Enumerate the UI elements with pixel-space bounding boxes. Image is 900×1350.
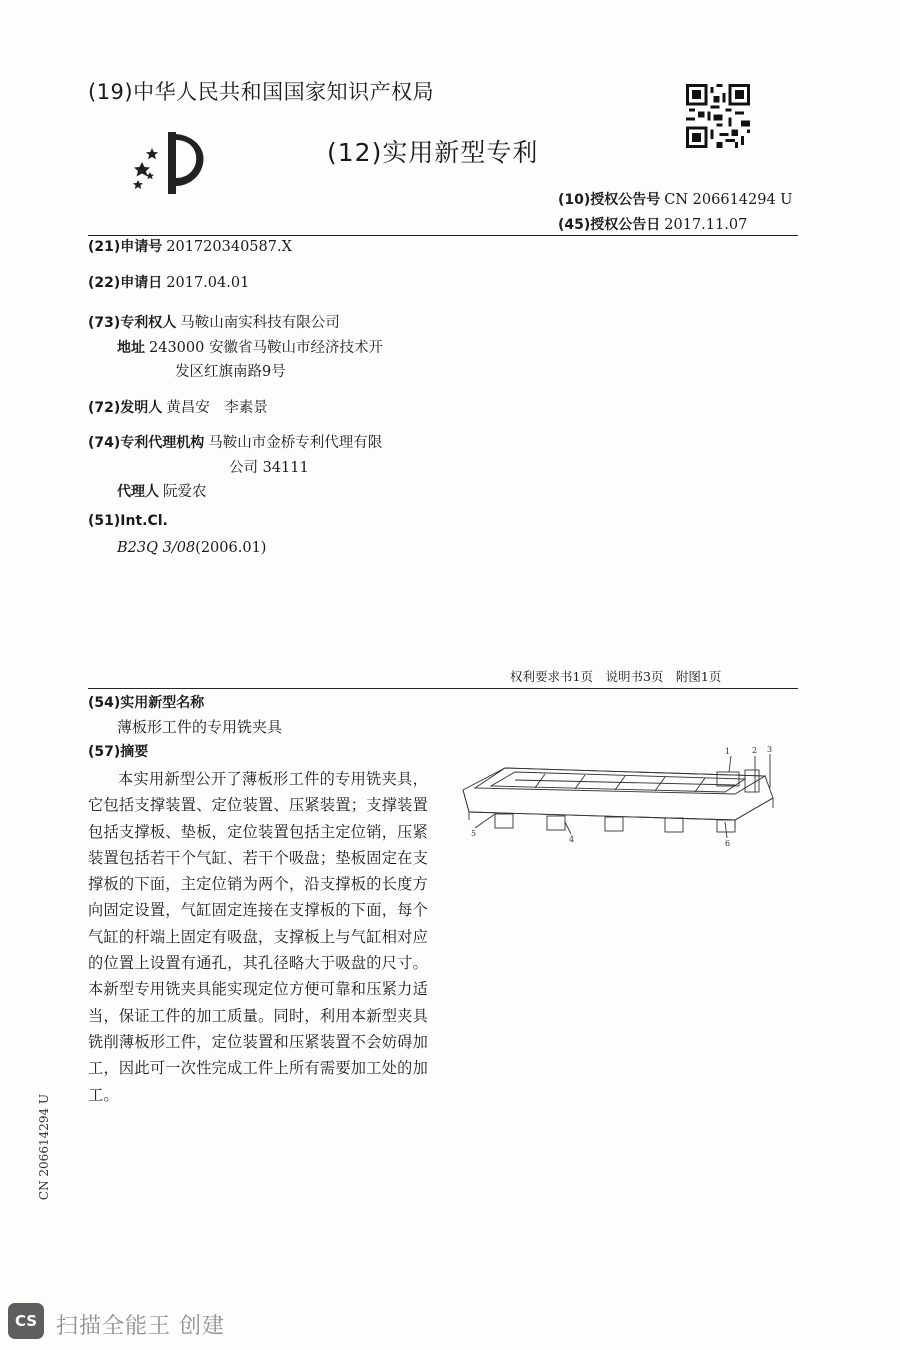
patent-agency-line-1: 马鞍山市金桥专利代理有限 [208, 435, 383, 451]
ipc-classification [117, 540, 266, 556]
application-date-label: (22)申请日 [88, 275, 163, 291]
publication-number-value: CN 206614294 U [664, 192, 793, 208]
page-counts: 权利要求书1页 说明书3页 附图1页 [510, 669, 722, 684]
patent-agency-line-2: 公司 34111 [229, 460, 309, 476]
inventors-value: 黄昌安 李素景 [166, 400, 268, 416]
figure-label-2: 2 [752, 746, 758, 755]
emblem-star [146, 148, 158, 159]
pad-block [547, 816, 565, 830]
qr-code-icon [686, 84, 750, 148]
address [117, 336, 383, 357]
ipc-code: B23Q 3/08 [117, 540, 196, 556]
publication-date-value: 2017.11.07 [664, 217, 748, 233]
address-line-1: 243000 安徽省马鞍山市经济技术开 [149, 340, 383, 356]
ipc [88, 513, 168, 529]
application-date-value: 2017.04.01 [166, 275, 250, 291]
title-section-label: (54)实用新型名称 [88, 695, 205, 711]
cnipa-emblem-icon [128, 128, 218, 198]
abstract-section-label: (57)摘要 [88, 744, 149, 760]
figure-label-1: 1 [725, 747, 731, 756]
pad-block [605, 817, 623, 831]
patent-agency-label: (74)专利代理机构 [88, 435, 205, 451]
scanner-watermark: 扫描全能王 创建 [56, 1314, 225, 1339]
emblem-arch [168, 132, 176, 194]
application-number [88, 236, 292, 256]
pad-block [665, 818, 683, 832]
ipc-version: (2006.01) [195, 540, 267, 556]
publication-number [558, 189, 793, 209]
fixture-drawing [455, 742, 805, 852]
publication-date-label: (45)授权公告日 [558, 217, 661, 233]
publication-number-label: (10)授权公告号 [558, 192, 661, 208]
figure-label-5: 5 [471, 829, 477, 838]
patent-agency [88, 431, 382, 452]
figure-label-3: 3 [767, 745, 773, 754]
publication-date [558, 214, 747, 234]
section-divider [88, 688, 798, 689]
application-number-value: 201720340587.X [166, 239, 292, 255]
agent-value: 阮爱农 [163, 484, 207, 500]
address-label: 地址 [117, 340, 145, 356]
address-line-2: 发区红旗南路9号 [175, 364, 286, 380]
document-type: (12)实用新型专利 [327, 138, 539, 167]
application-date [88, 272, 249, 292]
patentee [88, 311, 340, 332]
inventors-label: (72)发明人 [88, 400, 163, 416]
application-number-label: (21)申请号 [88, 239, 163, 255]
figure-label-6: 6 [725, 839, 731, 848]
office-name: (19)中华人民共和国国家知识产权局 [88, 80, 435, 104]
side-publication-code: CN 206614294 U [37, 1093, 51, 1201]
pad-block [495, 814, 513, 828]
patentee-value: 马鞍山南实科技有限公司 [180, 315, 340, 331]
emblem-star [146, 172, 154, 179]
emblem-star [134, 162, 150, 177]
ipc-label: (51)Int.Cl. [88, 513, 168, 529]
inventors [88, 396, 268, 417]
camscanner-logo-icon: CS [8, 1303, 44, 1339]
agent [117, 480, 207, 501]
figure-label-4: 4 [569, 835, 575, 844]
utility-model-title: 薄板形工件的专用铣夹具 [117, 718, 283, 736]
patentee-label: (73)专利权人 [88, 315, 177, 331]
emblem-star [133, 180, 143, 189]
agent-label: 代理人 [117, 484, 159, 500]
emblem-curve [176, 134, 204, 186]
abstract-text: 本实用新型公开了薄板形工件的专用铣夹具，它包括支撑装置、定位装置、压紧装置；支撑装置包括支撑板、垫板，定位装置包括主定位销，压紧装置包括若干个气缸、若干个吸盘；垫板固定在支撑板的下面，主定位销为两个，沿支撑板的长度方向固定设置，气缸固定连接在支撑板的下面，每个气缸的杆端上固定有吸盘，支撑板上与气缸相对应的位置上设置有通孔，其孔径略大于吸盘的尺寸。本新型专用铣夹具能实现定位方便可靠和压紧力适当，保证工件的加工质量。同时，利用本新型夹具铣削薄板形工件，定位装置和压紧装置不会妨碍加工，因此可一次性完成工件上所有需要加工处的加工。 [88, 770, 428, 1104]
